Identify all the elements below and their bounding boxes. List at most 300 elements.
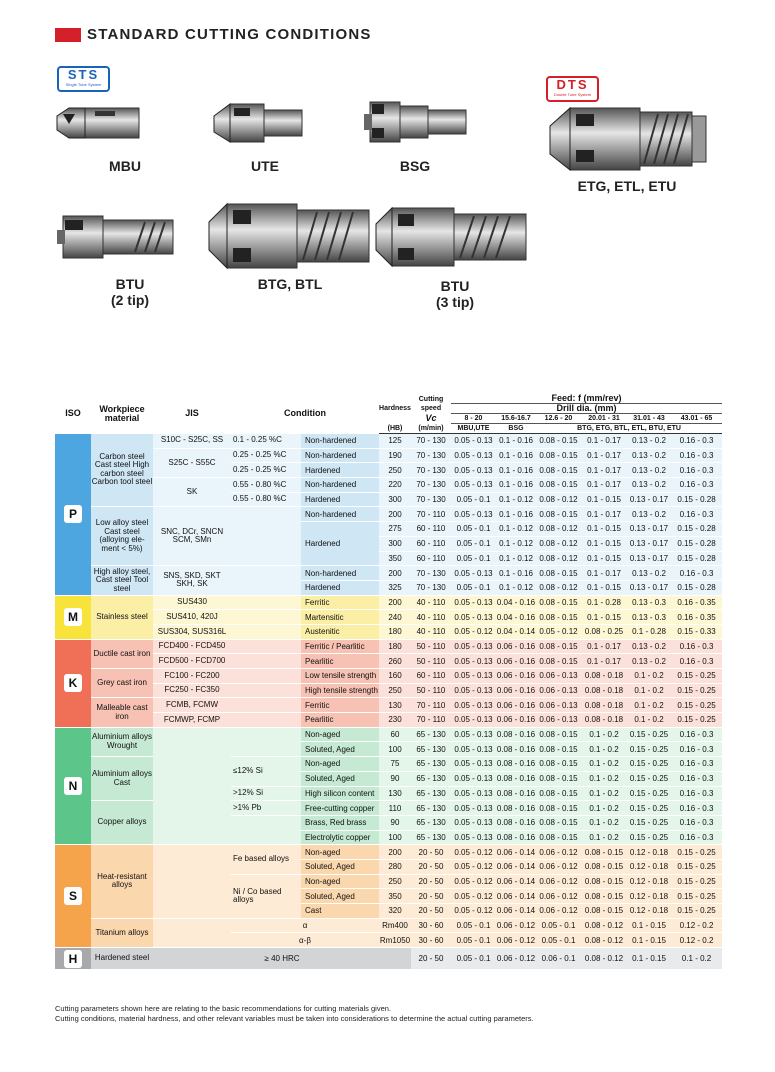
feed-cell: 0.16 - 0.3 [671,771,722,786]
feed-cell: 0.12 - 0.18 [627,874,671,889]
feed-cell: 0.15 - 0.25 [671,904,722,919]
feed-cell: 0.1 - 0.2 [581,830,627,845]
feed-cell: 0.06 - 0.13 [536,669,581,684]
etg-tool-image [548,104,708,174]
cutting-speed-cell: 65 - 130 [411,742,451,757]
cutting-speed-cell: 20 - 50 [411,889,451,904]
jis-cell: S10C - S25C, SS [153,434,231,449]
workpiece-material-cell: Ductile cast iron [91,639,153,668]
feed-cell: 0.05 - 0.13 [451,815,496,830]
iso-letter-badge: S [64,887,82,905]
hardness-cell: 200 [379,507,411,522]
table-row [55,624,722,639]
feed-cell: 0.05 - 0.1 [451,492,496,507]
iso-group-cell [55,595,91,639]
feed-cell: 0.16 - 0.3 [671,566,722,581]
table-row [55,639,722,654]
feed-cell: 0.08 - 0.15 [536,771,581,786]
condition-cell: Brass, Red brass [301,815,379,830]
subcondition-cell [231,698,301,713]
cutting-speed-cell: 70 - 130 [411,434,451,449]
condition-cell: α-β [231,933,379,948]
hardness-cell: 190 [379,448,411,463]
feed-cell: 0.1 - 0.16 [496,434,536,449]
table-row [55,918,722,933]
subcondition-cell: 0.55 - 0.80 %C [231,478,301,493]
table-row [55,654,722,669]
feed-cell: 0.06 - 0.14 [496,889,536,904]
table-row [55,478,722,493]
feed-cell: 0.15 - 0.25 [671,859,722,874]
header-d1: 8 - 20 [451,414,496,424]
feed-cell: 0.08 - 0.18 [581,669,627,684]
feed-cell: 0.13 - 0.3 [627,595,671,610]
iso-group-cell [55,727,91,845]
feed-cell: 0.06 - 0.14 [496,859,536,874]
hardness-cell: 250 [379,683,411,698]
workpiece-material-cell: Heat-resistant alloys [91,845,153,918]
feed-cell: 0.15 - 0.28 [671,522,722,537]
feed-cell: 0.15 - 0.28 [671,580,722,595]
feed-cell: 0.08 - 0.15 [536,757,581,772]
condition-cell: Hardened [301,492,379,507]
hardness-cell: 200 [379,566,411,581]
workpiece-material-cell: Low alloy steel Cast steel (alloying ele- ment < 5%) [91,507,153,566]
cutting-speed-cell: 40 - 110 [411,624,451,639]
feed-cell: 0.1 - 0.17 [581,448,627,463]
table-row [55,448,722,463]
header-d5: 31.01 - 43 [627,414,671,424]
cutting-speed-cell: 70 - 110 [411,698,451,713]
feed-cell: 0.1 - 0.15 [581,610,627,625]
feed-cell: 0.05 - 0.1 [451,933,496,948]
jis-cell: FC250 - FC350 [153,683,231,698]
jis-cell: FCMB, FCMW [153,698,231,713]
feed-cell: 0.16 - 0.3 [671,801,722,816]
workpiece-material-cell: Carbon steel Cast steel High carbon steel Carbon tool steel [91,434,153,507]
subcondition-cell [231,727,301,756]
subcondition-cell [231,815,301,844]
condition-cell: Soluted, Aged [301,889,379,904]
workpiece-material-cell: Copper alloys [91,801,153,845]
workpiece-material-cell: Aluminium alloys Cast [91,757,153,801]
subcondition-cell [231,624,301,639]
feed-cell: 0.15 - 0.25 [627,727,671,742]
feed-cell: 0.08 - 0.12 [536,492,581,507]
cutting-speed-cell: 70 - 110 [411,713,451,728]
feed-cell: 0.06 - 0.13 [536,698,581,713]
cutting-speed-cell: 30 - 60 [411,933,451,948]
jis-cell: SK [153,478,231,507]
subcondition-cell: >1% Pb [231,801,301,816]
subcondition-cell [231,669,301,684]
cutting-speed-cell: 20 - 50 [411,904,451,919]
feed-cell: 0.16 - 0.3 [671,727,722,742]
feed-cell: 0.13 - 0.2 [627,507,671,522]
condition-cell: Austenitic [301,624,379,639]
cutting-speed-cell: 50 - 110 [411,654,451,669]
table-row [55,507,722,522]
feed-cell: 0.05 - 0.13 [451,727,496,742]
feed-cell: 0.05 - 0.12 [451,904,496,919]
condition-cell: Ferritic / Pearlitic [301,639,379,654]
feed-cell: 0.08 - 0.15 [536,595,581,610]
feed-cell: 0.08 - 0.15 [536,434,581,449]
condition-cell: Non-aged [301,727,379,742]
jis-cell: S25C - S55C [153,448,231,477]
feed-cell: 0.08 - 0.15 [536,448,581,463]
hardness-cell: 90 [379,815,411,830]
feed-cell: 0.1 - 0.28 [581,595,627,610]
feed-cell: 0.06 - 0.14 [496,904,536,919]
condition-cell: High tensile strength [301,683,379,698]
feed-cell: 0.08 - 0.12 [536,580,581,595]
table-row [55,948,722,970]
feed-cell: 0.13 - 0.2 [627,478,671,493]
table-row [55,434,722,449]
feed-cell: 0.1 - 0.15 [581,580,627,595]
feed-cell: 0.12 - 0.2 [671,933,722,948]
subcondition-cell [231,639,301,654]
header-feed: Feed: f (mm/rev) [451,394,722,404]
cutting-speed-cell: 70 - 130 [411,478,451,493]
feed-cell: 0.06 - 0.13 [536,683,581,698]
feed-cell: 0.1 - 0.2 [671,948,722,970]
feed-cell: 0.15 - 0.28 [671,492,722,507]
feed-cell: 0.16 - 0.3 [671,786,722,801]
hardness-cell: 180 [379,639,411,654]
feed-cell: 0.06 - 0.16 [496,669,536,684]
feed-cell: 0.05 - 0.1 [451,522,496,537]
subcondition-cell: 0.1 - 0.25 %C [231,434,301,449]
mbu-label: MBU [109,158,141,174]
feed-cell: 0.13 - 0.2 [627,448,671,463]
table-row [55,845,722,860]
hardness-cell: 130 [379,698,411,713]
feed-cell: 0.16 - 0.3 [671,639,722,654]
condition-cell: α [231,918,379,933]
hardness-cell: 90 [379,771,411,786]
hardness-cell: 125 [379,434,411,449]
feed-cell: 0.05 - 0.13 [451,434,496,449]
feed-cell: 0.05 - 0.12 [536,624,581,639]
condition-cell: Non-hardened [301,507,379,522]
feed-cell: 0.16 - 0.3 [671,448,722,463]
cutting-speed-cell: 20 - 50 [411,948,451,970]
feed-cell: 0.05 - 0.12 [451,859,496,874]
feed-cell: 0.15 - 0.25 [671,874,722,889]
feed-cell: 0.05 - 0.1 [536,918,581,933]
cutting-speed-cell: 65 - 130 [411,830,451,845]
feed-cell: 0.1 - 0.15 [581,492,627,507]
iso-group-cell [55,434,91,596]
condition-cell: Ferritic [301,595,379,610]
subcondition-cell: >12% Si [231,786,301,801]
subcondition-cell [231,683,301,698]
condition-cell: ≥ 40 HRC [153,948,411,970]
feed-cell: 0.1 - 0.15 [581,551,627,566]
feed-cell: 0.1 - 0.2 [581,757,627,772]
feed-cell: 0.08 - 0.12 [536,536,581,551]
table-row [55,669,722,684]
feed-cell: 0.16 - 0.35 [671,595,722,610]
feed-cell: 0.1 - 0.2 [627,683,671,698]
feed-cell: 0.15 - 0.28 [671,551,722,566]
feed-cell: 0.05 - 0.13 [451,771,496,786]
header-hardness: Hardness [379,394,411,424]
feed-cell: 0.08 - 0.12 [536,551,581,566]
condition-cell: Non-hardened [301,566,379,581]
feed-cell: 0.12 - 0.18 [627,889,671,904]
feed-cell: 0.06 - 0.12 [536,874,581,889]
feed-cell: 0.08 - 0.18 [581,698,627,713]
feed-cell: 0.1 - 0.2 [627,713,671,728]
footnote-2: Cutting conditions, material hardness, and other relevant variables must be taken into considerations to determine the actual cutting parameters. [55,1014,534,1023]
feed-cell: 0.16 - 0.3 [671,507,722,522]
feed-cell: 0.1 - 0.2 [581,742,627,757]
feed-cell: 0.08 - 0.15 [536,830,581,845]
workpiece-material-cell: Grey cast iron [91,669,153,698]
subcondition-cell [231,610,301,625]
header-condition: Condition [231,394,379,434]
feed-cell: 0.08 - 0.16 [496,771,536,786]
condition-cell: Martensitic [301,610,379,625]
condition-cell: Ferritic [301,698,379,713]
feed-cell: 0.1 - 0.2 [581,815,627,830]
feed-cell: 0.08 - 0.15 [581,889,627,904]
hardness-cell: 300 [379,492,411,507]
subcondition-cell [231,654,301,669]
cutting-speed-cell: 70 - 130 [411,566,451,581]
feed-cell: 0.08 - 0.15 [536,801,581,816]
header-d3: 12.6 - 20 [536,414,581,424]
header-d6: 43.01 - 65 [671,414,722,424]
condition-cell: Pearlitic [301,713,379,728]
iso-group-cell [55,639,91,727]
hardness-cell: 320 [379,904,411,919]
bsg-label: BSG [399,158,431,174]
cutting-speed-cell: 20 - 50 [411,845,451,860]
feed-cell: 0.1 - 0.12 [496,522,536,537]
feed-cell: 0.15 - 0.25 [671,669,722,684]
feed-cell: 0.05 - 0.13 [451,742,496,757]
feed-cell: 0.05 - 0.13 [451,786,496,801]
feed-cell: 0.15 - 0.25 [627,771,671,786]
workpiece-material-cell: High alloy steel, Cast steel Tool steel [91,566,153,595]
feed-cell: 0.13 - 0.17 [627,522,671,537]
feed-cell: 0.16 - 0.3 [671,463,722,478]
hardness-cell: 60 [379,727,411,742]
feed-cell: 0.08 - 0.15 [536,463,581,478]
bsg-tool-image [362,98,468,146]
subcondition-cell: ≤12% Si [231,757,301,786]
feed-cell: 0.06 - 0.16 [496,683,536,698]
hardness-cell: 100 [379,742,411,757]
hardness-cell: 260 [379,654,411,669]
jis-cell: FCD500 - FCD700 [153,654,231,669]
feed-cell: 0.05 - 0.13 [451,654,496,669]
feed-cell: 0.1 - 0.2 [627,669,671,684]
feed-cell: 0.1 - 0.2 [581,727,627,742]
feed-cell: 0.05 - 0.13 [451,698,496,713]
condition-cell: Free-cutting copper [301,801,379,816]
feed-cell: 0.08 - 0.15 [536,478,581,493]
condition-cell: Low tensile strength [301,669,379,684]
ute-label: UTE [251,158,279,174]
header-vc-unit: (m/min) [411,424,451,434]
subcondition-cell: 0.25 - 0.25 %C [231,448,301,463]
hardness-cell: 200 [379,845,411,860]
feed-cell: 0.1 - 0.2 [627,698,671,713]
feed-cell: 0.08 - 0.16 [496,727,536,742]
feed-cell: 0.05 - 0.12 [451,845,496,860]
jis-cell [153,845,231,918]
page-header [55,26,372,43]
title-accent-bar [55,28,81,42]
feed-cell: 0.15 - 0.25 [671,889,722,904]
feed-cell: 0.05 - 0.1 [451,580,496,595]
feed-cell: 0.1 - 0.17 [581,639,627,654]
feed-cell: 0.06 - 0.12 [536,845,581,860]
feed-cell: 0.05 - 0.13 [451,566,496,581]
feed-cell: 0.05 - 0.12 [451,874,496,889]
cutting-speed-cell: 65 - 130 [411,815,451,830]
feed-cell: 0.08 - 0.15 [536,815,581,830]
hardness-cell: 100 [379,830,411,845]
feed-cell: 0.08 - 0.15 [536,654,581,669]
feed-cell: 0.08 - 0.15 [536,639,581,654]
feed-cell: 0.08 - 0.15 [581,904,627,919]
feed-cell: 0.13 - 0.17 [627,580,671,595]
jis-cell [153,727,231,845]
feed-cell: 0.05 - 0.13 [451,610,496,625]
hardness-cell: 220 [379,478,411,493]
jis-cell: FCMWP, FCMP [153,713,231,728]
feed-cell: 0.05 - 0.13 [451,595,496,610]
condition-cell: Soluted, Aged [301,771,379,786]
hardness-cell: Rm400 [379,918,411,933]
feed-cell: 0.16 - 0.3 [671,654,722,669]
workpiece-material-cell: Malleable cast iron [91,698,153,727]
feed-cell: 0.15 - 0.25 [627,801,671,816]
subcondition-cell [231,566,301,595]
iso-letter-badge: N [64,777,82,795]
feed-cell: 0.06 - 0.14 [496,845,536,860]
condition-cell: Non-aged [301,757,379,772]
subcondition-cell: Fe based alloys [231,845,301,874]
subcondition-cell: Ni / Co based alloys [231,874,301,918]
feed-cell: 0.16 - 0.3 [671,478,722,493]
feed-cell: 0.08 - 0.16 [496,786,536,801]
feed-cell: 0.12 - 0.2 [671,918,722,933]
hardness-cell: 110 [379,801,411,816]
feed-cell: 0.12 - 0.18 [627,845,671,860]
feed-cell: 0.1 - 0.15 [581,536,627,551]
feed-cell: 0.05 - 0.13 [451,463,496,478]
etg-label: ETG, ETL, ETU [577,178,677,194]
btu3-tool-image [374,204,529,270]
header-t3: BTG, ETG, BTL, ETL, BTU, ETU [536,424,722,434]
feed-cell: 0.06 - 0.16 [496,639,536,654]
iso-letter-badge: K [64,674,82,692]
hardness-cell: 180 [379,624,411,639]
hardness-cell: 250 [379,874,411,889]
feed-cell: 0.15 - 0.33 [671,624,722,639]
subcondition-cell [231,595,301,610]
jis-cell: SUS410, 420J [153,610,231,625]
cutting-speed-cell: 70 - 130 [411,448,451,463]
cutting-speed-cell: 70 - 130 [411,580,451,595]
cutting-speed-cell: 50 - 110 [411,683,451,698]
feed-cell: 0.16 - 0.3 [671,815,722,830]
feed-cell: 0.05 - 0.12 [451,889,496,904]
feed-cell: 0.06 - 0.12 [536,904,581,919]
feed-cell: 0.13 - 0.2 [627,639,671,654]
feed-cell: 0.1 - 0.15 [627,948,671,970]
feed-cell: 0.08 - 0.16 [496,801,536,816]
cutting-speed-cell: 65 - 130 [411,786,451,801]
condition-cell: High silicon content [301,786,379,801]
feed-cell: 0.16 - 0.3 [671,434,722,449]
cutting-speed-cell: 60 - 110 [411,522,451,537]
feed-cell: 0.06 - 0.16 [496,698,536,713]
feed-cell: 0.06 - 0.16 [496,654,536,669]
condition-cell: Soluted, Aged [301,859,379,874]
feed-cell: 0.08 - 0.16 [496,757,536,772]
subcondition-cell [231,507,301,566]
feed-cell: 0.08 - 0.15 [581,859,627,874]
feed-cell: 0.15 - 0.25 [627,815,671,830]
feed-cell: 0.1 - 0.15 [627,918,671,933]
feed-cell: 0.05 - 0.13 [451,830,496,845]
cutting-speed-cell: 60 - 110 [411,551,451,566]
feed-cell: 0.13 - 0.17 [627,536,671,551]
feed-cell: 0.15 - 0.25 [627,742,671,757]
cutting-speed-cell: 20 - 50 [411,859,451,874]
cutting-speed-cell: 50 - 110 [411,639,451,654]
hardness-cell: 200 [379,595,411,610]
page-title: STANDARD CUTTING CONDITIONS [87,26,372,43]
hardness-cell: 240 [379,610,411,625]
header-vc: Vc [411,414,451,424]
feed-cell: 0.1 - 0.2 [581,801,627,816]
subcondition-cell [231,713,301,728]
feed-cell: 0.1 - 0.17 [581,478,627,493]
feed-cell: 0.13 - 0.3 [627,610,671,625]
feed-cell: 0.06 - 0.13 [536,713,581,728]
cutting-speed-cell: 20 - 50 [411,874,451,889]
hardness-cell: 325 [379,580,411,595]
table-row [55,610,722,625]
footnote-1: Cutting parameters shown here are relating to the basic recommendations for cutting materials given. [55,1004,392,1013]
feed-cell: 0.08 - 0.25 [581,624,627,639]
feed-cell: 0.06 - 0.1 [536,948,581,970]
condition-cell: Non-hardened [301,434,379,449]
feed-cell: 0.15 - 0.25 [671,698,722,713]
header-d2: 15.6-16.7 [496,414,536,424]
cutting-speed-cell: 70 - 130 [411,492,451,507]
btg-tool-image [207,200,372,272]
jis-cell: SNC, DCr, SNCN SCM, SMn [153,507,231,566]
workpiece-material-cell: Titanium alloys [91,918,153,947]
feed-cell: 0.1 - 0.17 [581,463,627,478]
cutting-speed-cell: 70 - 130 [411,463,451,478]
feed-cell: 0.05 - 0.13 [451,448,496,463]
feed-cell: 0.16 - 0.35 [671,610,722,625]
hardness-cell: 250 [379,463,411,478]
feed-cell: 0.1 - 0.15 [627,933,671,948]
feed-cell: 0.13 - 0.17 [627,551,671,566]
